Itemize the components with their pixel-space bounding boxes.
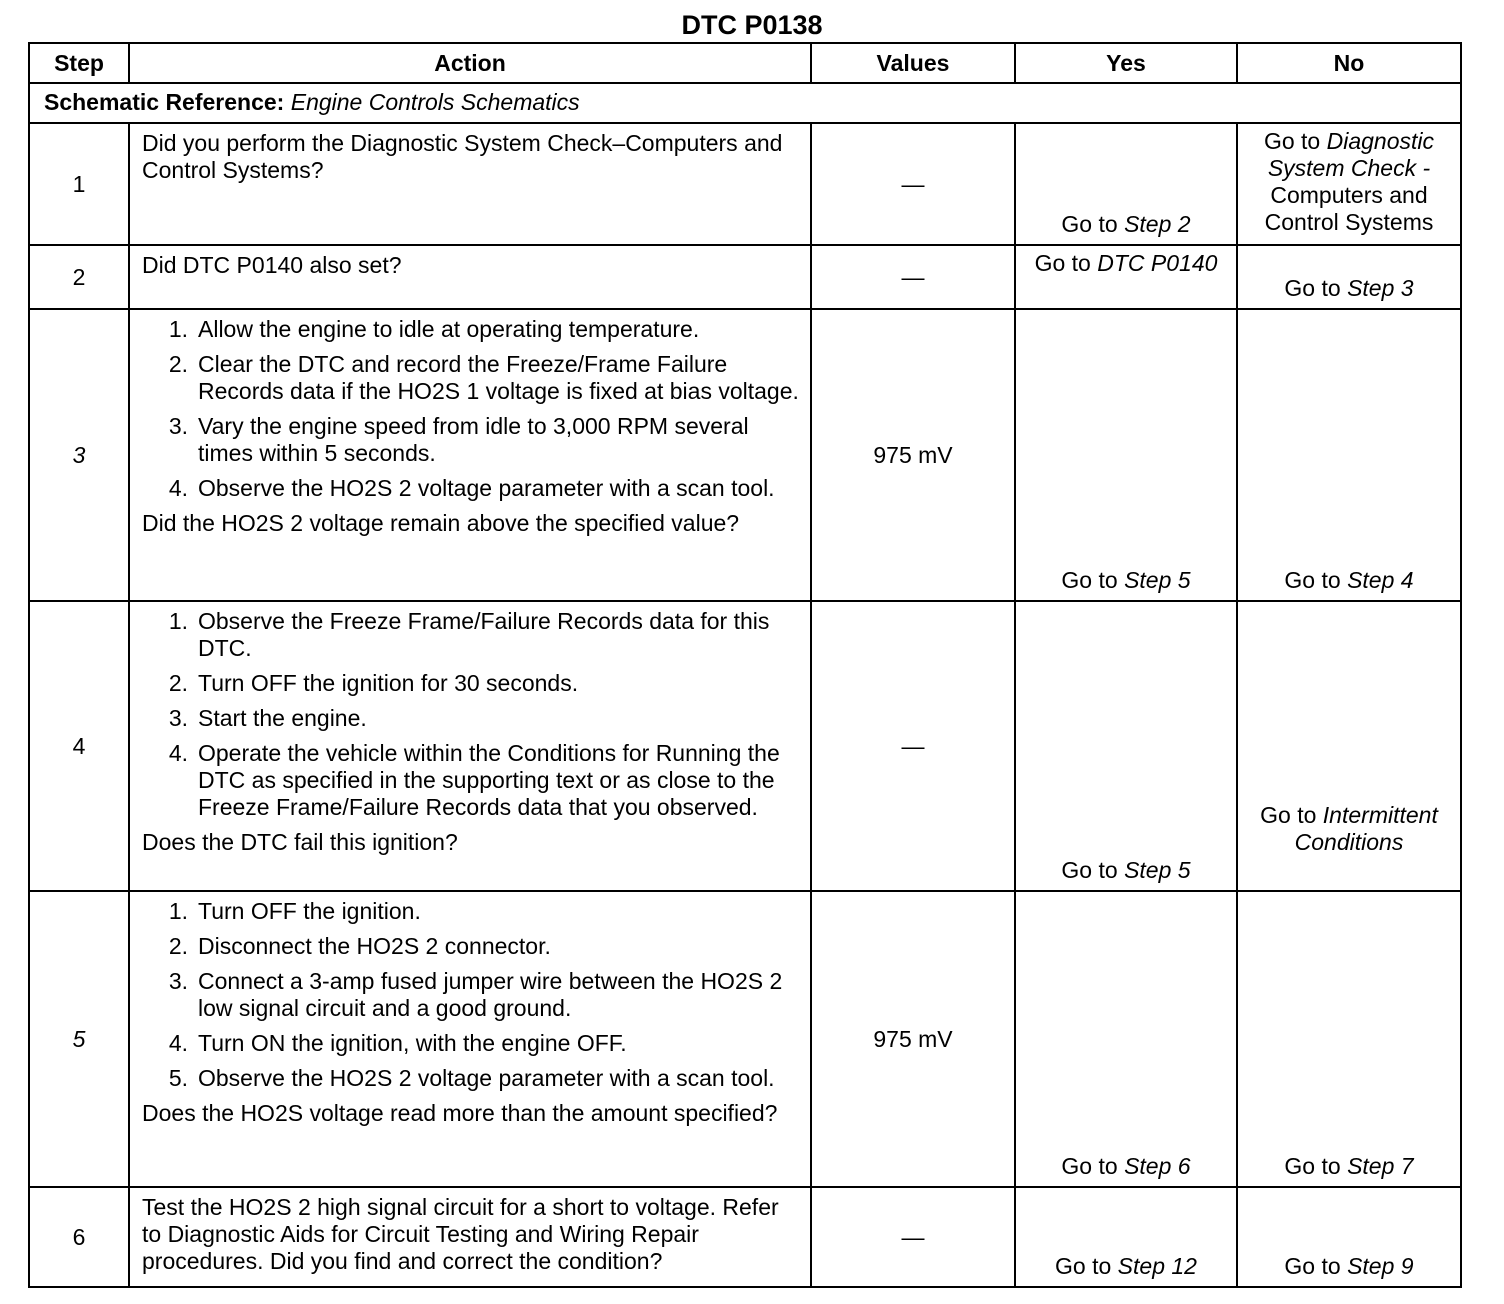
table-row xyxy=(29,123,1461,245)
action-question: Did DTC P0140 also set? xyxy=(142,252,402,278)
no-cell xyxy=(1237,309,1461,601)
step-number: 5 xyxy=(29,891,129,1187)
go-to-text: Go to xyxy=(1284,567,1348,593)
no-cell xyxy=(1237,891,1461,1187)
go-to-text: Go to xyxy=(1284,1153,1348,1179)
schematic-reference xyxy=(29,83,1461,123)
schematic-label: Schematic Reference: xyxy=(44,89,285,115)
values-cell: 975 mV xyxy=(811,891,1015,1187)
action-step: 4. Operate the vehicle within the Conditions for Running the DTC as specified in the supporting text or as close to the Freeze Frame/Failure Records data that you observed. xyxy=(168,740,780,820)
no-link[interactable]: Step 3 xyxy=(1347,275,1414,301)
go-to-text: Go to xyxy=(1284,1253,1348,1279)
no-cell xyxy=(1237,1187,1461,1287)
values-cell: — xyxy=(811,123,1015,245)
yes-cell xyxy=(1015,601,1237,891)
action-question: Test the HO2S 2 high signal circuit for a short to voltage. Refer to Diagnostic Aids for Circuit Testing and Wiring Repair procedures. Did you find and correct the condition? xyxy=(142,1194,779,1274)
no-link[interactable]: Step 9 xyxy=(1347,1253,1414,1279)
header-row xyxy=(29,43,1461,83)
diagnostic-table xyxy=(28,42,1462,1288)
action-question: Does the HO2S voltage read more than the amount specified? xyxy=(142,1100,778,1126)
action-steps xyxy=(142,316,804,502)
action-step: 1. Allow the engine to idle at operating temperature. xyxy=(168,316,700,342)
yes-link[interactable]: Step 12 xyxy=(1117,1253,1197,1279)
no-link[interactable]: Intermittent Conditions xyxy=(1294,802,1438,855)
no-cell xyxy=(1237,123,1461,245)
no-link[interactable]: Diagnostic System Check - xyxy=(1267,128,1435,181)
go-to-text: Go to xyxy=(1034,250,1098,276)
step-number: 1 xyxy=(29,123,129,245)
go-to-text: Go to xyxy=(1061,1153,1125,1179)
diagnostic-table-container xyxy=(28,42,1460,1288)
go-to-text: Go to xyxy=(1061,567,1125,593)
action-cell xyxy=(129,891,811,1187)
header-yes: Yes xyxy=(1015,43,1237,83)
yes-link[interactable]: DTC P0140 xyxy=(1097,250,1218,276)
action-step: 4. Observe the HO2S 2 voltage parameter with a scan tool. xyxy=(168,475,775,501)
go-to-text: Go to xyxy=(1260,802,1323,828)
action-cell xyxy=(129,1187,811,1287)
yes-link[interactable]: Step 2 xyxy=(1124,211,1191,237)
action-cell xyxy=(129,309,811,601)
action-steps xyxy=(142,898,804,1092)
no-cell xyxy=(1237,601,1461,891)
header-values: Values xyxy=(811,43,1015,83)
values-cell: — xyxy=(811,601,1015,891)
table-row xyxy=(29,245,1461,309)
action-step: 3. Start the engine. xyxy=(168,705,367,731)
yes-link[interactable]: Step 6 xyxy=(1124,1153,1191,1179)
step-number: 4 xyxy=(29,601,129,891)
no-cell xyxy=(1237,245,1461,309)
header-no: No xyxy=(1237,43,1461,83)
yes-cell xyxy=(1015,891,1237,1187)
go-to-text: Go to xyxy=(1061,857,1125,883)
go-to-text: Go to xyxy=(1263,128,1327,154)
action-step: 5. Observe the HO2S 2 voltage parameter with a scan tool. xyxy=(168,1065,775,1091)
yes-cell xyxy=(1015,1187,1237,1287)
header-action: Action xyxy=(129,43,811,83)
values-cell: 975 mV xyxy=(811,309,1015,601)
yes-link[interactable]: Step 5 xyxy=(1124,857,1191,883)
step-number: 6 xyxy=(29,1187,129,1287)
values-cell: — xyxy=(811,1187,1015,1287)
yes-link[interactable]: Step 5 xyxy=(1124,567,1191,593)
action-step: 1. Turn OFF the ignition. xyxy=(168,898,421,924)
action-cell xyxy=(129,123,811,245)
table-row xyxy=(29,891,1461,1187)
action-step: 3. Vary the engine speed from idle to 3,000 RPM several times within 5 seconds. xyxy=(168,413,749,466)
no-link[interactable]: Step 7 xyxy=(1347,1153,1414,1179)
header-step: Step xyxy=(29,43,129,83)
table-row xyxy=(29,309,1461,601)
action-steps xyxy=(142,608,804,821)
yes-cell xyxy=(1015,309,1237,601)
values-cell: — xyxy=(811,245,1015,309)
no-link[interactable]: Step 4 xyxy=(1347,567,1414,593)
action-cell xyxy=(129,245,811,309)
go-to-text: Go to xyxy=(1284,275,1348,301)
action-question: Does the DTC fail this ignition? xyxy=(142,829,458,855)
action-step: 3. Connect a 3-amp fused jumper wire between the HO2S 2 low signal circuit and a good ground. xyxy=(168,968,783,1021)
action-question: Did you perform the Diagnostic System Check–Computers and Control Systems? xyxy=(142,130,783,183)
yes-cell xyxy=(1015,123,1237,245)
no-link-rest[interactable]: Computers and Control Systems xyxy=(1264,182,1434,235)
step-number: 3 xyxy=(29,309,129,601)
table-row xyxy=(29,601,1461,891)
action-step: 2. Turn OFF the ignition for 30 seconds. xyxy=(168,670,579,696)
action-step: 2. Disconnect the HO2S 2 connector. xyxy=(168,933,551,959)
schematic-value: Engine Controls Schematics xyxy=(290,89,580,115)
action-cell xyxy=(129,601,811,891)
action-question: Did the HO2S 2 voltage remain above the specified value? xyxy=(142,510,740,536)
schematic-row xyxy=(29,83,1461,123)
page-title: DTC P0138 xyxy=(681,10,823,40)
yes-cell xyxy=(1015,245,1237,309)
action-step: 4. Turn ON the ignition, with the engine OFF. xyxy=(168,1030,627,1056)
action-step: 1. Observe the Freeze Frame/Failure Records data for this DTC. xyxy=(168,608,770,661)
action-step: 2. Clear the DTC and record the Freeze/Frame Failure Records data if the HO2S 1 voltage is fixed at bias voltage. xyxy=(168,351,799,404)
table-row xyxy=(29,1187,1461,1287)
go-to-text: Go to xyxy=(1055,1253,1118,1279)
step-number: 2 xyxy=(29,245,129,309)
go-to-text: Go to xyxy=(1061,211,1125,237)
